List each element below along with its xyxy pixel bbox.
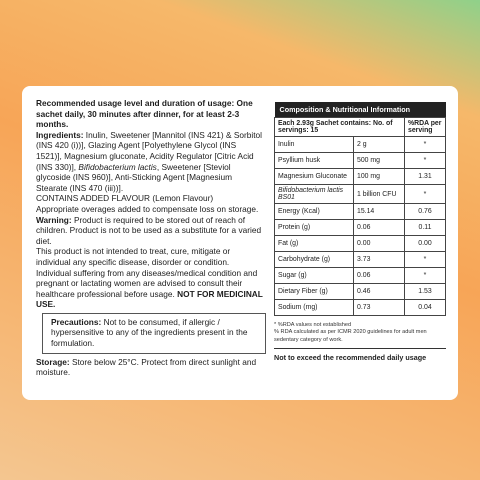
table-row — [275, 268, 446, 284]
usage-heading: Recommended usage level and duration of usage: One sachet daily, 30 minutes after dinner, for at least 2-3 months. — [36, 98, 253, 130]
nutrient-amount: 100 mg — [354, 169, 405, 185]
not-medicinal-text: NOT FOR MEDICINAL USE. — [36, 288, 263, 310]
table-row — [275, 236, 446, 252]
storage-text: Store below 25°C. Protect from direct sunlight and moisture. — [36, 356, 257, 378]
nutrient-amount: 0.06 — [354, 220, 405, 236]
table-row — [275, 137, 446, 153]
nutrient-rda: 0.04 — [405, 300, 446, 316]
note-rda-icmr: % RDA calculated as per ICMR 2020 guidelines for adult men sedentary category of work. — [274, 329, 427, 343]
table-row — [275, 169, 446, 185]
table-row — [275, 300, 446, 316]
nutrient-amount: 0.73 — [354, 300, 405, 316]
storage-paragraph — [36, 357, 264, 378]
disclaimer-text: This product is not intended to treat, cure, mitigate or individual any specific disease, disorder or condition. Individual suffering from any diseases/medical condition and pregnant or lactating women are advised to consult their healthcare professional before usage. — [36, 246, 258, 299]
nutrition-notes — [274, 322, 448, 344]
precautions-label: Precautions: — [51, 316, 102, 327]
nutrient-amount: 15.14 — [354, 204, 405, 220]
nutrient-amount: 3.73 — [354, 252, 405, 268]
precautions-box — [42, 313, 266, 354]
nutrient-name: Dietary Fiber (g) — [275, 284, 354, 300]
divider — [274, 348, 446, 349]
table-row — [275, 153, 446, 169]
warning-paragraph — [36, 215, 264, 247]
ingredients-label: Ingredients: — [36, 129, 84, 140]
nutrient-rda: * — [405, 268, 446, 284]
nutrition-col3-header: %RDA per serving — [405, 118, 446, 137]
ingredients-paragraph — [36, 130, 264, 194]
table-row — [275, 185, 446, 204]
nutrient-name: Protein (g) — [275, 220, 354, 236]
daily-limit-note: Not to exceed the recommended daily usage — [274, 353, 427, 363]
nutrient-name: Energy (Kcal) — [275, 204, 354, 220]
ingredients-italic: Bifidobacterium lactis — [78, 161, 157, 172]
nutrient-amount: 1 billion CFU — [354, 185, 405, 204]
nutrition-table-title: Composition & Nutritional Information — [275, 102, 446, 118]
table-row — [275, 220, 446, 236]
disclaimer-paragraph — [36, 246, 264, 310]
ingredients-text-2: , Sweetener [Steviol glycoside (INS 960)], Anti-Sticking Agent [Magnesium Stearate (INS 470 (iii))]. — [36, 161, 232, 193]
storage-label: Storage: — [36, 356, 70, 367]
note-rda-not-established: * %RDA values not established — [274, 322, 352, 328]
nutrient-name: Sugar (g) — [275, 268, 354, 284]
nutrient-rda: 0.76 — [405, 204, 446, 220]
ingredients-text-1: Inulin, Sweetener [Mannitol (INS 421) & Sorbitol (INS 420 (i))], Glazing Agent [Polyethylene Glycol (INS 1521)], Magnesium gluconate, Acidity Regulator [Citric Acid (INS 330)], — [36, 129, 262, 172]
table-row — [275, 252, 446, 268]
usage-column — [36, 98, 264, 378]
nutrient-name: Magnesium Gluconate — [275, 169, 354, 185]
table-row — [275, 204, 446, 220]
nutrient-name: Sodium (mg) — [275, 300, 354, 316]
nutrient-rda: * — [405, 252, 446, 268]
nutrient-rda: 0.00 — [405, 236, 446, 252]
nutrient-rda: * — [405, 153, 446, 169]
nutrient-amount: 500 mg — [354, 153, 405, 169]
nutrient-name: Psyllium husk — [275, 153, 354, 169]
nutrient-amount: 0.46 — [354, 284, 405, 300]
label-card — [22, 86, 458, 400]
warning-label: Warning: — [36, 214, 72, 225]
nutrient-name: Fat (g) — [275, 236, 354, 252]
nutrient-rda: 1.53 — [405, 284, 446, 300]
warning-text: Product is required to be stored out of reach of children. Product is not to be used as a substitute for a varied diet. — [36, 214, 262, 246]
nutrient-name: Bifidobacterium lactis BS01 — [275, 185, 354, 204]
nutrient-rda: * — [405, 137, 446, 153]
nutrition-col1-header: Each 2.93g Sachet contains: No. of servings: 15 — [275, 118, 405, 137]
overages-statement: Appropriate overages added to compensate loss on storage. — [36, 203, 259, 214]
nutrient-rda: * — [405, 185, 446, 204]
nutrition-table — [274, 102, 446, 316]
nutrition-column — [274, 102, 448, 362]
nutrient-name: Inulin — [275, 137, 354, 153]
nutrient-amount: 2 g — [354, 137, 405, 153]
nutrient-rda: 1.31 — [405, 169, 446, 185]
precautions-text: Not to be consumed, if allergic / hypersensitive to any of the ingredients present in the formulation. — [51, 316, 248, 349]
nutrient-name: Carbohydrate (g) — [275, 252, 354, 268]
table-row — [275, 284, 446, 300]
nutrient-amount: 0.06 — [354, 268, 405, 284]
nutrient-amount: 0.00 — [354, 236, 405, 252]
flavour-statement: CONTAINS ADDED FLAVOUR (Lemon Flavour) — [36, 193, 214, 204]
nutrient-rda: 0.11 — [405, 220, 446, 236]
